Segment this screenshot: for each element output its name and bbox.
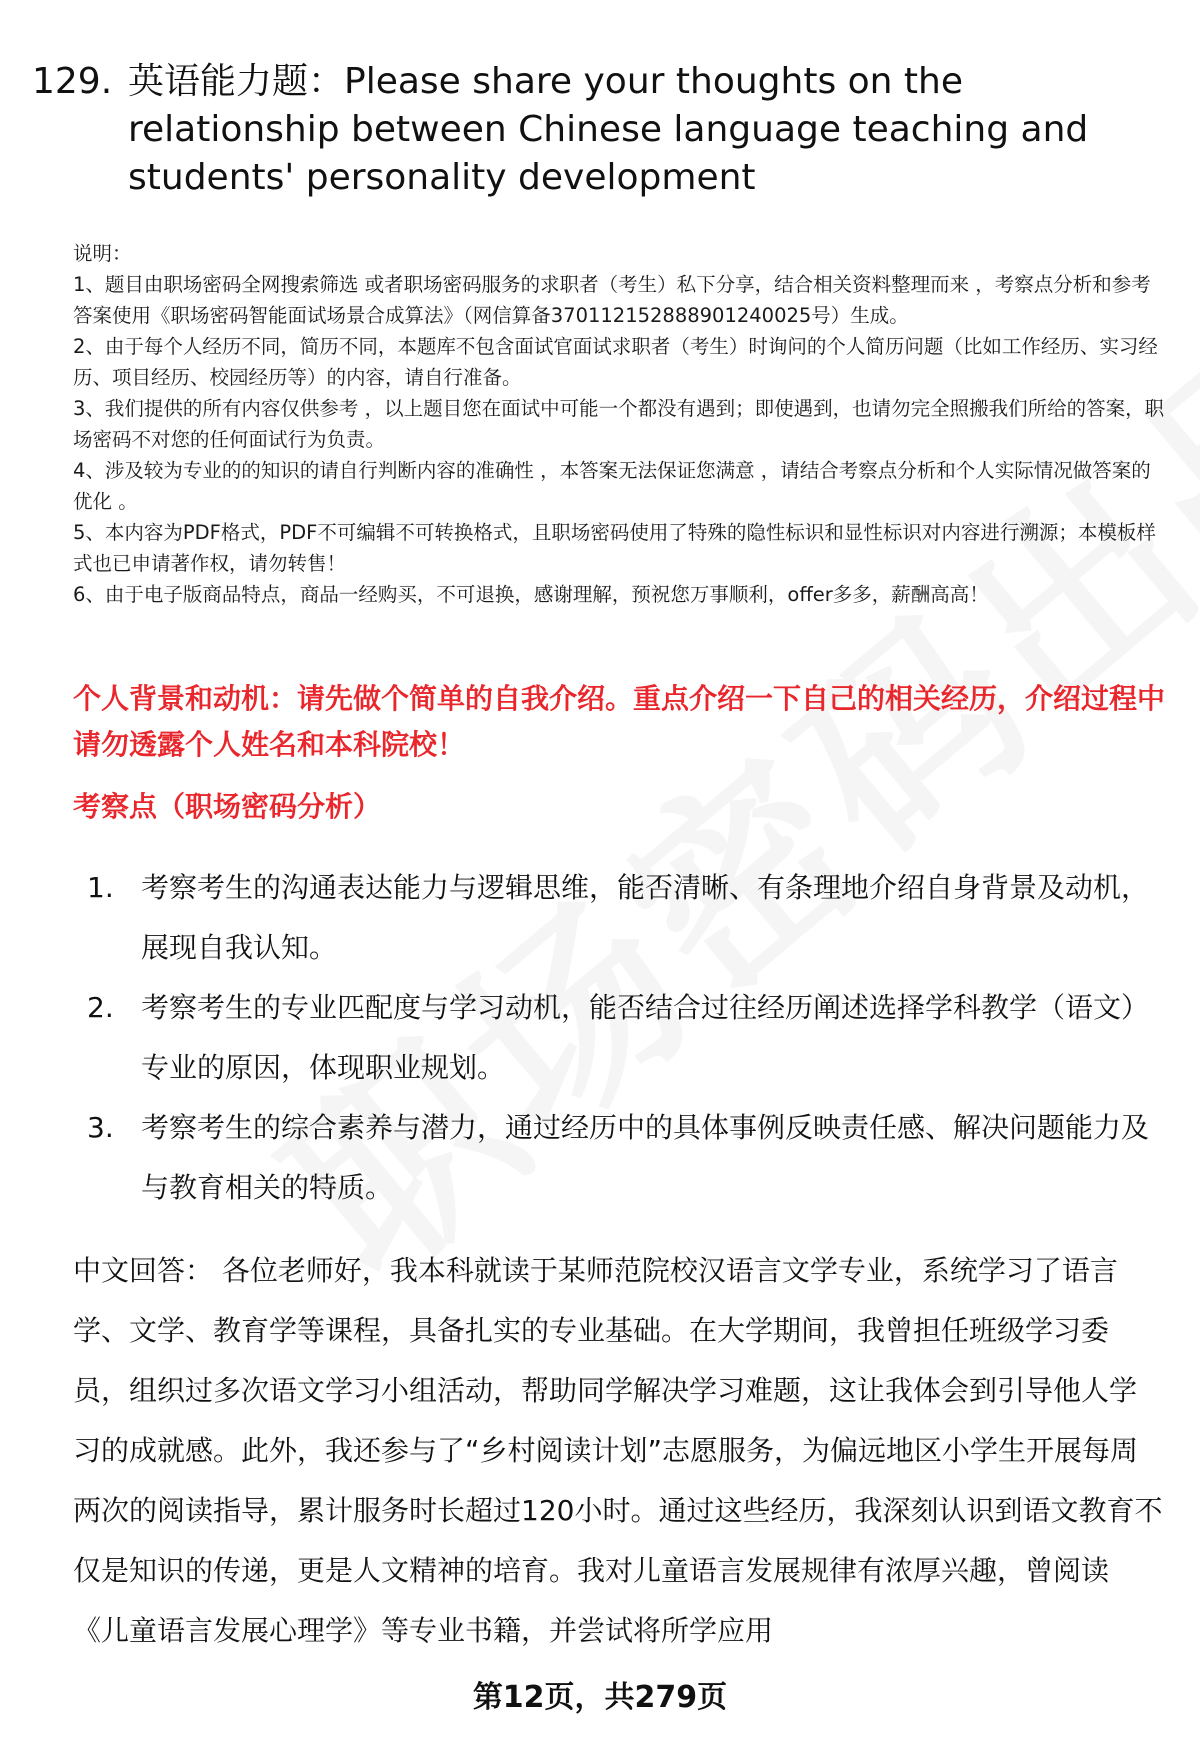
notes-section [73, 238, 1168, 610]
list-item-number: 2. [87, 991, 114, 1024]
list-item [73, 978, 1168, 1098]
list-item [73, 858, 1168, 978]
points-list [73, 858, 1168, 1218]
question-number: 129. [32, 61, 113, 102]
page-footer: 第12页，共279页 [472, 1680, 728, 1715]
note-item: 2、由于每个人经历不同，简历不同，本题库不包含面试官面试求职者（考生）时询问的个人简历问题（比如工作经历、实习经历、项目经历、校园经历等）的内容，请自行准备。 [73, 335, 1158, 389]
list-item-number: 3. [87, 1111, 114, 1144]
note-item: 3、我们提供的所有内容仅供参考 ，以上题目您在面试中可能一个都没有遇到；即使遇到，也请勿完全照搬我们所给的答案，职场密码不对您的任何面试行为负责。 [73, 397, 1165, 451]
question-text: 英语能力题：Please share your thoughts on the relationship between Chinese language teaching and students' personality development [128, 61, 1089, 198]
points-heading: 考察点（职场密码分析） [73, 790, 382, 823]
notes-title: 说明： [73, 242, 132, 265]
note-item: 6、由于电子版商品特点，商品一经购买，不可退换，感谢理解，预祝您万事顺利，offer多多，薪酬高高！ [73, 583, 989, 606]
list-item [73, 1098, 1168, 1218]
note-item: 5、本内容为PDF格式，PDF不可编辑不可转换格式，且职场密码使用了特殊的隐性标识和显性标识对内容进行溯源；本模板样式也已申请著作权，请勿转售！ [73, 521, 1156, 575]
question-title [32, 58, 1172, 202]
list-item-text: 考察考生的综合素养与潜力，通过经历中的具体事例反映责任感、解决问题能力及与教育相关的特质。 [141, 1111, 1150, 1204]
answer-paragraph: 中文回答： 各位老师好，我本科就读于某师范院校汉语言文学专业，系统学习了语言学、文学、教育学等课程，具备扎实的专业基础。在大学期间，我曾担任班级学习委员，组织过多次语文学习小组活动，帮助同学解决学习难题，这让我体会到引导他人学习的成就感。此外，我还参与了“乡村阅读计划”志愿服务，为偏远地区小学生开展每周两次的阅读指导，累计服务时长超过120小时。通过这些经历，我深刻认识到语文教育不仅是知识的传递，更是人文精神的培育。我对儿童语言发展规律有浓厚兴趣，曾阅读《儿童语言发展心理学》等专业书籍，并尝试将所学应用 [73, 1254, 1163, 1647]
note-item: 1、题目由职场密码全网搜索筛选 或者职场密码服务的求职者（考生）私下分享，结合相关资料整理而来 ，考察点分析和参考答案使用《职场密码智能面试场景合成算法》（网信算备370112152888901240025号）生成。 [73, 273, 1151, 327]
list-item-number: 1. [87, 871, 114, 904]
note-item: 4、涉及较为专业的的知识的请自行判断内容的准确性 ，本答案无法保证您满意 ，请结合考察点分析和个人实际情况做答案的优化 。 [73, 459, 1151, 513]
list-item-text: 考察考生的沟通表达能力与逻辑思维，能否清晰、有条理地介绍自身背景及动机，展现自我认知。 [141, 871, 1150, 964]
background-heading: 个人背景和动机：请先做个简单的自我介绍。重点介绍一下自己的相关经历，介绍过程中请勿透露个人姓名和本科院校！ [73, 682, 1166, 761]
list-item-text: 考察考生的专业匹配度与学习动机，能否结合过往经历阐述选择学科教学（语文）专业的原因，体现职业规划。 [141, 991, 1150, 1084]
